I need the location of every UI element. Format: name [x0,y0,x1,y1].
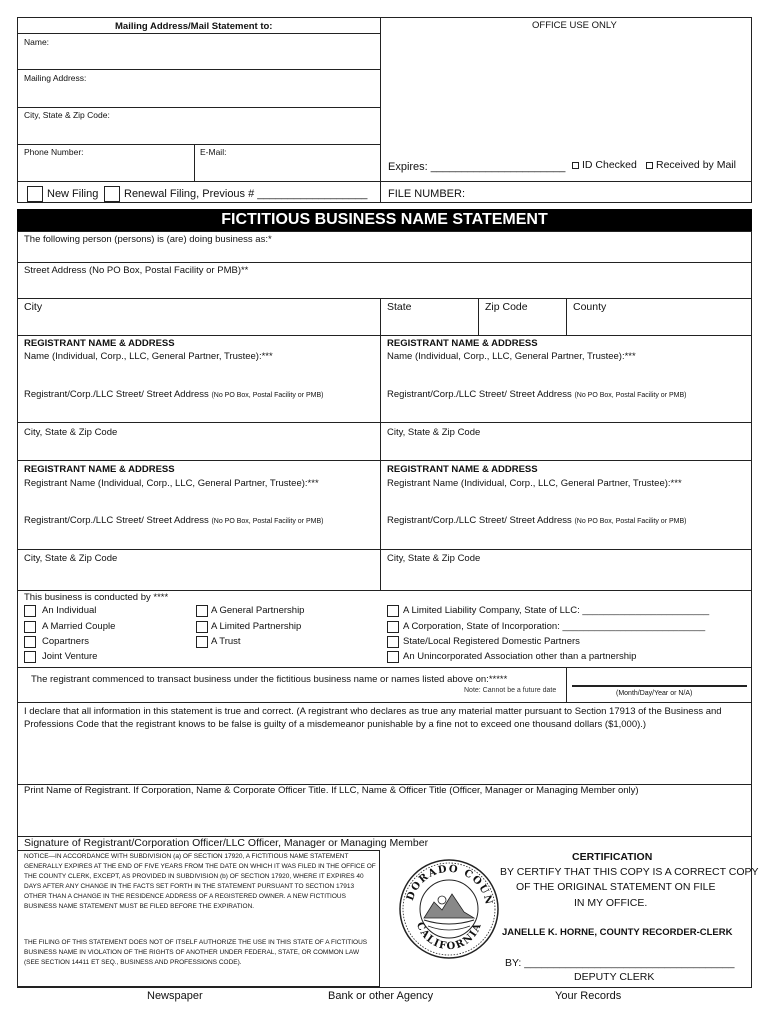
name-label: Name: [24,37,50,47]
conducted-by-heading: This business is conducted by **** [24,592,169,603]
registrant-2-name-label: Name (Individual, Corp., LLC, General Partner, Trustee):*** [387,351,636,362]
deputy-signature-field[interactable]: BY: ____________________________________ [505,957,735,969]
individual-checkbox[interactable] [24,605,36,617]
joint-venture-label: Joint Venture [42,651,98,662]
domestic-partners-checkbox[interactable] [387,636,399,648]
county-clerk-name: JANELLE K. HORNE, COUNTY RECORDER-CLERK [502,927,733,938]
new-filing-checkbox[interactable] [27,186,43,202]
registrant-4-heading: REGISTRANT NAME & ADDRESS [387,464,538,475]
registrant-3-city-field[interactable] [24,567,374,585]
registrant-4-name-label: Registrant Name (Individual, Corp., LLC, General Partner, Trustee):*** [387,478,682,489]
footer-copy-bank: Bank or other Agency [328,990,434,1002]
registrant-1-city-field[interactable] [24,440,374,458]
corporation-checkbox[interactable] [387,621,399,633]
registrant-3-street-field[interactable] [24,529,374,547]
registrant-4-city-field[interactable] [387,567,747,585]
copartners-checkbox[interactable] [24,636,36,648]
unincorporated-association-label: An Unincorporated Association other than a partnership [403,651,637,662]
registrant-3-heading: REGISTRANT NAME & ADDRESS [24,464,175,475]
certification-line-2: OF THE ORIGINAL STATEMENT ON FILE [516,881,716,893]
signature-label: Signature of Registrant/Corporation Officer/LLC Officer, Manager or Managing Member [24,837,429,849]
id-checked-label: ID Checked [582,159,637,171]
married-couple-checkbox[interactable] [24,621,36,633]
registrant-3-name-label: Registrant Name (Individual, Corp., LLC, General Partner, Trustee):*** [24,478,319,489]
registrant-4-street-field[interactable] [387,529,747,547]
registrant-1-heading: REGISTRANT NAME & ADDRESS [24,338,175,349]
joint-venture-checkbox[interactable] [24,651,36,663]
mailing-address-label: Mailing Address: [24,73,87,83]
deputy-clerk-label: DEPUTY CLERK [574,971,655,983]
registrant-4-street-label: Registrant/Corp./LLC Street/ Street Address (No PO Box, Postal Facility or PMB) [387,515,687,526]
corporation-label: A Corporation, State of Incorporation: ___________________________ [403,621,706,632]
certification-title: CERTIFICATION [572,851,653,863]
received-by-mail-checkbox[interactable] [646,162,653,169]
registrant-1-name-field[interactable] [24,365,374,383]
individual-label: An Individual [42,605,97,616]
received-by-mail-label: Received by Mail [656,159,736,171]
footer-copy-records: Your Records [555,990,622,1002]
expires-field[interactable]: Expires: ______________________ [388,161,566,173]
renewal-filing-checkbox[interactable] [104,186,120,202]
notice-paragraph-1: NOTICE—IN ACCORDANCE WITH SUBDIVISION (a) OF SECTION 17920, A FICTITIOUS NAME STATEMENT GENERALLY EXPIRES AT THE END OF FIVE YEARS FROM THE DATE ON WHICH IT WAS FILED IN THE OFFICE OF THE COUNTY CLERK, EXCEPT, AS PROVIDED IN SUBDIVISION (b) OF SECTION 17920, WHERE IT EXPIRES 40 DAYS AFTER ANY CHANGE IN THE FACTS SET FORTH IN THE STATEMENT PURSUANT TO SECTION 17913 OTHER THAN A CHANGE IN THE RESIDENCE ADDRESS OF A REGISTERED OWNER. A NEW FICTITIOUS BUSINESS NAME STATEMENT MUST BE FILED BEFORE THE EXPIRATION. [24,853,376,911]
limited-partnership-label: A Limited Partnership [211,621,302,632]
office-use-label: OFFICE USE ONLY [532,20,617,31]
limited-partnership-checkbox[interactable] [196,621,208,633]
registrant-1-city-label: City, State & Zip Code [24,427,118,438]
street-address-label: Street Address (No PO Box, Postal Facility or PMB)** [24,265,249,276]
print-name-label: Print Name of Registrant. If Corporation, Name & Corporate Officer Title. If LLC, Name & Officer Title (Officer, Manager or Managing Member only) [24,785,639,796]
zip-label: Zip Code [485,301,528,313]
office-use-box [380,17,752,203]
county-seal [398,858,500,960]
registrant-2-city-field[interactable] [387,440,747,458]
llc-label: A Limited Liability Company, State of LLC: ________________________ [403,605,710,616]
commenced-date-field[interactable] [572,671,747,687]
mailing-title: Mailing Address/Mail Statement to: [115,21,273,32]
county-field[interactable] [573,314,748,332]
business-name-field[interactable] [24,247,744,261]
registrant-2-heading: REGISTRANT NAME & ADDRESS [387,338,538,349]
registrant-2-street-label: Registrant/Corp./LLC Street/ Street Address (No PO Box, Postal Facility or PMB) [387,389,687,400]
general-partnership-label: A General Partnership [211,605,305,616]
copartners-label: Copartners [42,636,89,647]
declaration-text: I declare that all information in this statement is true and correct. (A registrant who declares as true any material matter pursuant to Section 17913 of the Business and Professions Code that the registrant knows to be false is guilty of a misdemeanor punishable by a fine not to exceed one thousand dollars ($1,000).) [24,706,722,730]
name-field[interactable] [60,35,378,65]
phone-field[interactable] [24,160,190,178]
new-filing-label: New Filing [47,188,99,200]
certification-line-3: IN MY OFFICE. [574,897,648,909]
notice-paragraph-2: THE FILING OF THIS STATEMENT DOES NOT OF ITSELF AUTHORIZE THE USE IN THIS STATE OF A FICTITIOUS BUSINESS NAME IN VIOLATION OF THE RIGHTS OF ANOTHER UNDER FEDERAL, STATE, OR COMMON LAW (SEE SECTION 14411 ET SEQ., BUSINESS AND PROFESSIONS CODE). [24,939,368,967]
general-partnership-checkbox[interactable] [196,605,208,617]
file-number-label: FILE NUMBER: [388,188,466,200]
footer-copy-newspaper: Newspaper [147,990,203,1002]
city-field[interactable] [24,314,378,332]
phone-label: Phone Number: [24,147,84,157]
city-state-zip-label: City, State & Zip Code: [24,110,110,120]
doing-business-as-label: The following person (persons) is (are) doing business as:* [24,234,272,245]
trust-checkbox[interactable] [196,636,208,648]
registrant-4-name-field[interactable] [387,492,747,510]
registrant-2-city-label: City, State & Zip Code [387,427,481,438]
id-checked-checkbox[interactable] [572,162,579,169]
commenced-label: The registrant commenced to transact business under the fictitious business name or names listed above on:***** [31,674,508,685]
registrant-3-city-label: City, State & Zip Code [24,553,118,564]
print-name-field[interactable] [24,800,746,832]
commenced-date-format: (Month/Day/Year or N/A) [616,690,693,697]
svg-text:EL DORADO COUNTY: DORADO COUN [404,863,495,907]
unincorporated-association-checkbox[interactable] [387,651,399,663]
county-label: County [573,301,607,313]
city-state-zip-field[interactable] [120,109,378,143]
registrant-3-street-label: Registrant/Corp./LLC Street/ Street Address (No PO Box, Postal Facility or PMB) [24,515,324,526]
trust-label: A Trust [211,636,241,647]
commenced-note: Note: Cannot be a future date [464,687,557,694]
registrant-1-street-field[interactable] [24,403,374,421]
mailing-address-field[interactable] [100,71,378,105]
zip-field[interactable] [485,314,563,332]
registrant-1-street-label: Registrant/Corp./LLC Street/ Street Address (No PO Box, Postal Facility or PMB) [24,389,324,400]
registrant-2-street-field[interactable] [387,403,747,421]
email-field[interactable] [200,160,378,178]
svg-text:CALIFORNIA: CALIFORNIA [413,920,485,953]
street-address-field[interactable] [24,279,744,295]
email-label: E-Mail: [200,147,227,157]
registrant-3-name-field[interactable] [24,492,374,510]
state-field[interactable] [387,314,475,332]
registrant-1-name-label: Name (Individual, Corp., LLC, General Partner, Trustee):*** [24,351,273,362]
certification-line-1: BY CERTIFY THAT THIS COPY IS A CORRECT COPY [500,866,759,878]
registrant-4-city-label: City, State & Zip Code [387,553,481,564]
registrant-2-name-field[interactable] [387,365,747,383]
form-title-banner: FICTITIOUS BUSINESS NAME STATEMENT [17,209,752,231]
state-label: State [387,301,412,313]
renewal-filing-label: Renewal Filing, Previous # __________________ [124,188,368,200]
married-couple-label: A Married Couple [42,621,116,632]
llc-checkbox[interactable] [387,605,399,617]
city-label: City [24,301,43,313]
domestic-partners-label: State/Local Registered Domestic Partners [403,636,580,647]
